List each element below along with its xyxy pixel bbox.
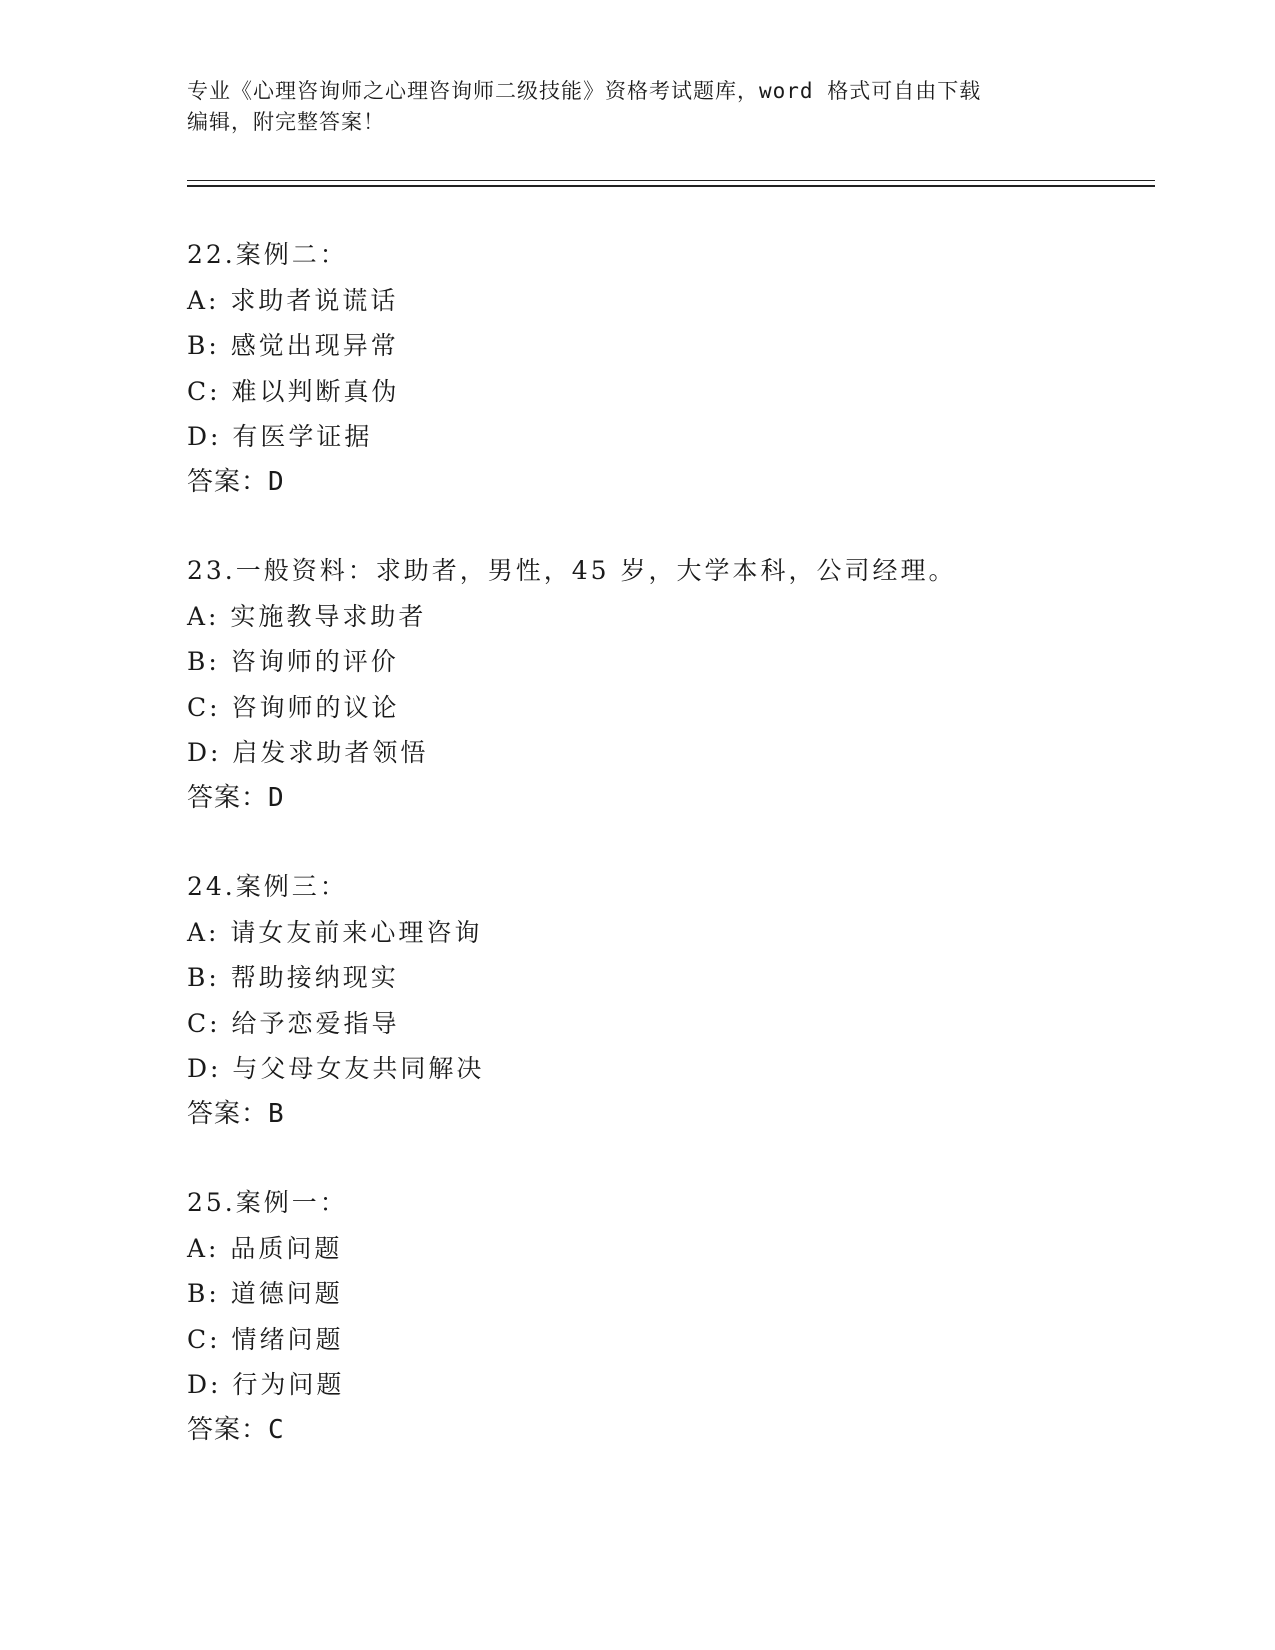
option-d: D: 与父母女友共同解决 <box>187 1054 485 1083</box>
question-23 <box>187 548 1137 821</box>
option-a: A: 品质问题 <box>187 1233 343 1263</box>
answer-label: 答案： <box>187 1414 269 1445</box>
question-stem: 24.案例三： <box>187 872 348 901</box>
answer-line <box>187 1092 1137 1138</box>
document-header <box>187 76 1087 138</box>
option-a: A: 请女友前来心理咨询 <box>187 917 483 947</box>
option-d: D: 有医学证据 <box>187 422 373 451</box>
answer-line <box>187 460 1137 506</box>
option-c: C: 难以判断真伪 <box>187 376 400 406</box>
option-b: B: 道德问题 <box>187 1279 343 1308</box>
answer-value: C <box>268 1414 285 1445</box>
question-stem: 25.案例一： <box>187 1188 348 1217</box>
option-c: C: 咨询师的议论 <box>187 692 400 722</box>
answer-value: B <box>268 1098 285 1129</box>
question-25 <box>187 1180 1137 1453</box>
option-a: A: 实施教导求助者 <box>187 601 427 631</box>
answer-line <box>187 1408 1137 1454</box>
option-c: C: 情绪问题 <box>187 1324 344 1354</box>
answer-value: D <box>268 782 285 813</box>
question-stem: 22.案例二： <box>187 240 348 269</box>
question-stem: 23.一般资料：求助者，男性，45 岁，大学本科，公司经理。 <box>187 556 957 585</box>
option-b: B: 感觉出现异常 <box>187 331 399 360</box>
header-divider-thick <box>187 185 1155 187</box>
header-line-2: 编辑，附完整答案！ <box>187 110 385 134</box>
answer-line <box>187 776 1137 822</box>
answer-label: 答案： <box>187 1098 269 1129</box>
header-divider-thin <box>187 180 1155 181</box>
question-24 <box>187 864 1137 1137</box>
answer-value: D <box>268 466 285 497</box>
option-c: C: 给予恋爱指导 <box>187 1008 400 1038</box>
answer-label: 答案： <box>187 466 269 497</box>
option-d: D: 启发求助者领悟 <box>187 738 429 767</box>
answer-label: 答案： <box>187 782 269 813</box>
option-b: B: 帮助接纳现实 <box>187 963 399 992</box>
option-b: B: 咨询师的评价 <box>187 647 399 676</box>
header-line-1: 专业《心理咨询师之心理咨询师二级技能》资格考试题库，word 格式可自由下载 <box>187 79 982 103</box>
question-22 <box>187 232 1137 505</box>
option-d: D: 行为问题 <box>187 1370 345 1399</box>
option-a: A: 求助者说谎话 <box>187 285 399 315</box>
